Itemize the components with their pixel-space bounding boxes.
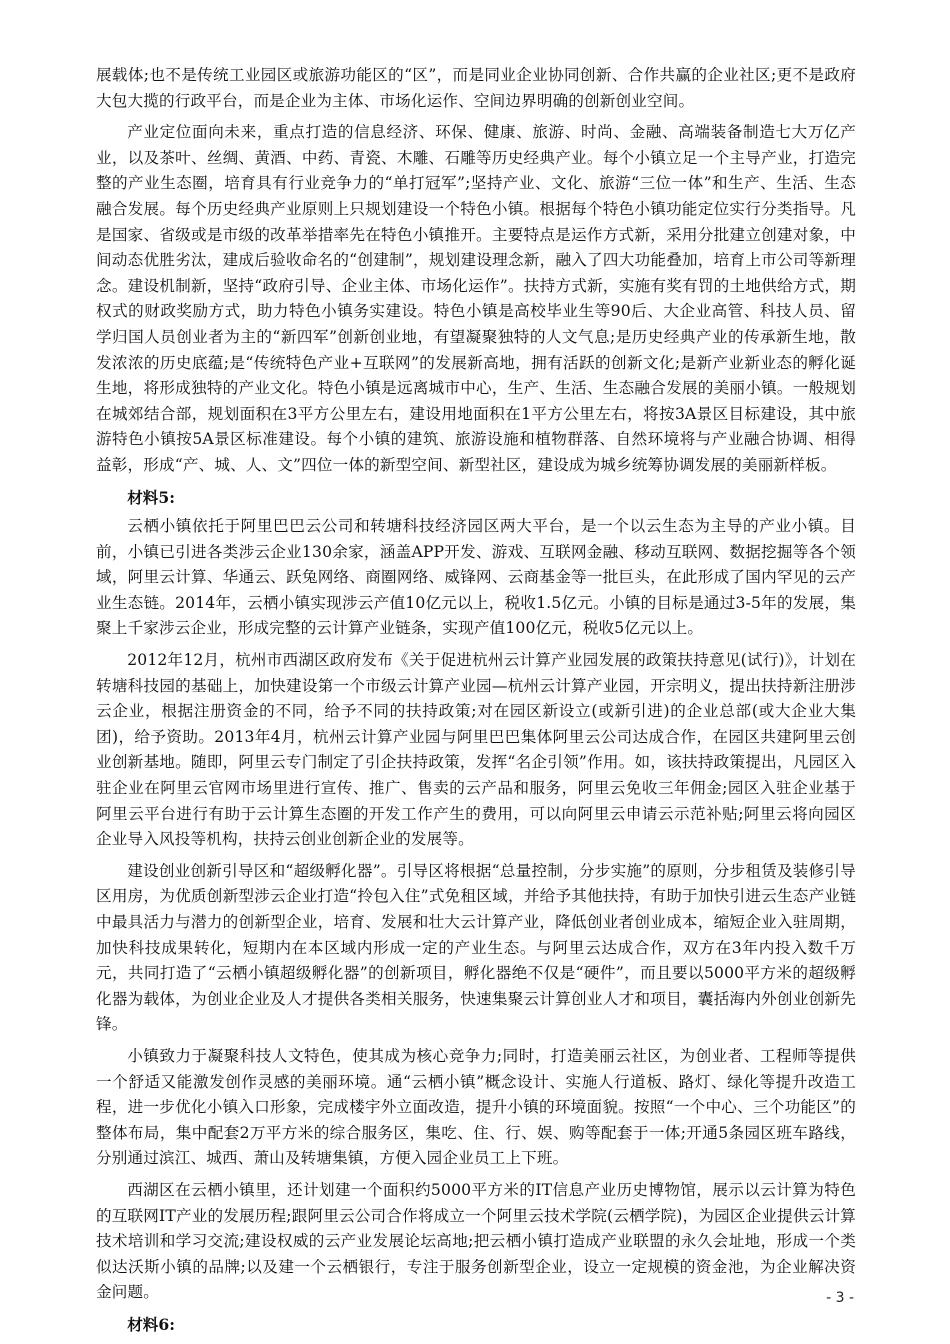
section-heading-material-6: 材料6: xyxy=(127,1314,175,1334)
paragraph-7: 西湖区在云栖小镇里，还计划建一个面积约5000平方米的IT信息产业历史博物馆，展示以云计算为特色的互联网IT产业的发展历程;跟阿里云公司合作将成立一个阿里云技术学院(云栖学院)，为园区企业提供云计算技术培训和学习交流;建设权威的云产业发展论坛高地;把云栖小镇打造成产业联盟的永久会址地，形成一个类似达沃斯小镇的品牌;以及建一个云栖银行，专注于服务创新型企业，设立一定规模的资金池，为企业解决资金问题。 xyxy=(96,1180,856,1302)
paragraph-1: 展载体;也不是传统工业园区或旅游功能区的“区”，而是同业企业协同创新、合作共赢的企业社区;更不是政府大包大揽的行政平台，而是企业为主体、市场化运作、空间边界明确的创新创业空间。 xyxy=(96,66,856,110)
paragraph-3: 云栖小镇依托于阿里巴巴云公司和转塘科技经济园区两大平台，是一个以云生态为主导的产业小镇。目前，小镇已引进各类涉云企业130余家，涵盖APP开发、游戏、互联网金融、移动互联网、数据挖掘等各个领域，阿里云计算、华通云、跃兔网络、商圈网络、威锋网、云商基金等一批巨头，在此形成了国内罕见的云产业生态链。2014年，云栖小镇实现涉云产值10亿元以上，税收1.5亿元。小镇的目标是通过3-5年的发展，集聚上千家涉云企业，形成完整的云计算产业链条，实现产值100亿元，税收5亿元以上。 xyxy=(96,517,856,638)
page-number: - 3 - xyxy=(826,1290,854,1306)
paragraph-5: 建设创业创新引导区和“超级孵化器”。引导区将根据“总量控制，分步实施”的原则，分步租赁及装修引导区用房，为优质创新型涉云企业打造“拎包入住”式免租区域，并给予其他扶持，有助于加快引进云生态产业链中最具活力与潜力的创新型企业，培育、发展和壮大云计算产业，降低创业者创业成本，缩短企业入驻周期，加快科技成果转化，短期内在本区域内形成一定的产业生态。与阿里云达成合作，双方在3年内投入数千万元，共同打造了“云栖小镇超级孵化器”的创新项目，孵化器绝不仅是“硬件”，而且要以5000平方米的超级孵化器为载体，为创业企业及人才提供各类相关服务，快速集聚云计算创业人才和项目，囊括海内外创业创新先锋。 xyxy=(96,861,856,1034)
paragraph-6: 小镇致力于凝聚科技人文特色，使其成为核心竞争力;同时，打造美丽云社区，为创业者、工程师等提供一个舒适又能激发创作灵感的美丽环境。通“云栖小镇”概念设计、实施人行道板、路灯、绿化等提升改造工程，进一步优化小镇入口形象，完成楼宇外立面改造，提升小镇的环境面貌。按照“一个中心、三个功能区”的整体布局，集中配套2万平方米的综合服务区，集吃、住、行、娱、购等配套于一体;开通5条园区班车路线，分别通过滨江、城西、萧山及转塘集镇，方便入园企业员工上下班。 xyxy=(96,1046,856,1168)
paragraph-4: 2012年12月，杭州市西湖区政府发布《关于促进杭州云计算产业园发展的政策扶持意见(试行)》，计划在转塘科技园的基础上，加快建设第一个市级云计算产业园—杭州云计算产业园，开宗明义，提出扶持新注册涉云企业，根据注册资金的不同，给予不同的扶持政策;对在园区新设立(或新引进)的企业总部(或大企业大集团)，给予资助。2013年4月，杭州云计算产业园与阿里巴巴集体阿里云公司达成合作，在园区共建阿里云创业创新基地。随即，阿里云专门制定了引企扶持政策，发挥“名企引领”作用。如，该扶持政策提出，凡园区入驻企业在阿里云官网市场里进行宣传、推广、售卖的云产品和服务，阿里云免收三年佣金;园区入驻企业基于阿里云平台进行有助于云计算生态圈的开发工作产生的费用，可以向阿里云申请云示范补贴;阿里云将向园区企业导入风投等机构，扶持云创业创新企业的发展等。 xyxy=(96,651,856,849)
document-body xyxy=(96,63,856,1342)
section-heading-material-5: 材料5: xyxy=(127,487,175,507)
paragraph-2: 产业定位面向未来，重点打造的信息经济、环保、健康、旅游、时尚、金融、高端装备制造七大万亿产业，以及茶叶、丝绸、黄酒、中药、青瓷、木雕、石雕等历史经典产业。每个小镇立足一个主导产业，打造完整的产业生态圈，培育具有行业竞争力的“单打冠军”;坚持产业、文化、旅游“三位一体”和生产、生活、生态融合发展。每个历史经典产业原则上只规划建设一个特色小镇。根据每个特色小镇功能定位实行分类指导。凡是国家、省级或是市级的改革举措率先在特色小镇推开。主要特点是运作方式新，采用分批建立创建对象，中间动态优胜劣汰，建成后验收命名的“创建制”，规划建设理念新，融入了四大功能叠加，培育上市公司等新理念。建设机制新，坚持“政府引导、企业主体、市场化运作”。扶持方式新，实施有奖有罚的土地供给方式，期权式的财政奖励方式，助力特色小镇务实建设。特色小镇是高校毕业生等90后、大企业高管、科技人员、留学归国人员创业者为主的“新四军”创新创业地，有望凝聚独特的人文气息;是历史经典产业的传承新生地，散发浓浓的历史底蕴;是“传统特色产业+互联网”的发展新高地，拥有活跃的创新文化;是新产业新业态的孵化诞生地，将形成独特的产业文化。特色小镇是远离城市中心，生产、生活、生态融合发展的美丽小镇。一般规划在城郊结合部，规划面积在3平方公里左右，建设用地面积在1平方公里左右，将按3A景区目标建设，其中旅游特色小镇按5A景区标准建设。每个小镇的建筑、旅游设施和植物群落、自然环境将与产业融合协调、相得益彰，形成“产、城、人、文”四位一体的新型空间、新型社区，建设成为城乡统筹协调发展的美丽新样板。 xyxy=(96,123,856,474)
